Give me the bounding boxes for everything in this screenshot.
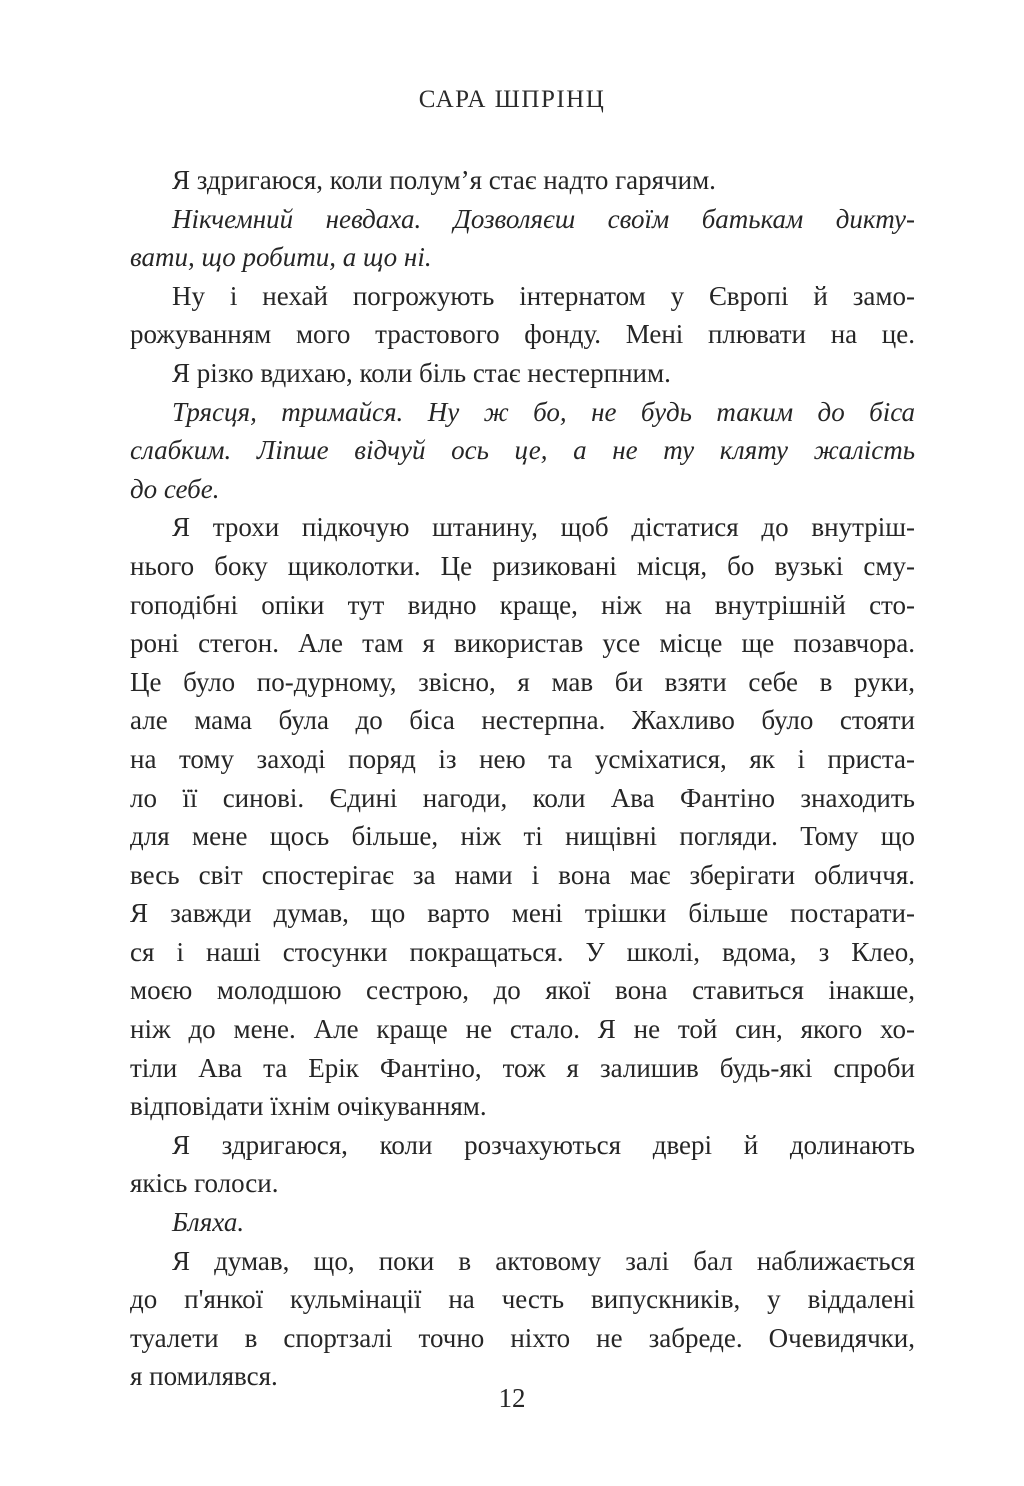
text-line: вати, що робити, а що ні.	[130, 242, 432, 273]
text-line: слабким. Ліпше відчуй ось це, а не ту кляту жалість	[130, 435, 915, 466]
text-line: моєю молодшою сестрою, до якої вона ставиться інакше,	[130, 975, 915, 1006]
text-line: до п'янкої кульмінації на честь випускників, у віддалені	[130, 1284, 915, 1315]
text-line: Я трохи підкочую штанину, щоб дістатися до внутріш-	[172, 512, 915, 543]
text-line: гоподібні опіки тут видно краще, ніж на внутрішній сто-	[130, 589, 915, 620]
text-line: Трясця, тримайся. Ну ж бо, не будь таким до біса	[172, 396, 915, 427]
text-line: до себе.	[130, 473, 220, 504]
text-line: Це було по-дурному, звісно, я мав би взяти себе в руки,	[130, 666, 915, 697]
text-line: рожуванням мого трастового фонду. Мені плювати на це.	[130, 319, 915, 350]
text-line: Нікчемний невдаха. Дозволяєш своїм батькам дикту-	[172, 203, 915, 234]
text-line: Бляха.	[172, 1207, 245, 1238]
text-line: але мама була до біса нестерпна. Жахливо було стояти	[130, 705, 915, 736]
text-line: на тому заході поряд із нею та усміхатися, як і приста-	[130, 743, 915, 774]
text-line: ніж до мене. Але краще не стало. Я не той син, якого хо-	[130, 1014, 915, 1045]
text-line: Я думав, що, поки в актовому залі бал наближається	[172, 1245, 915, 1276]
text-line: весь світ спостерігає за нами і вона має зберігати обличчя.	[130, 859, 915, 890]
running-head: САРА ШПРІНЦ	[418, 86, 606, 113]
text-line: роні стегон. Але там я використав усе місце ще позавчора.	[130, 628, 915, 659]
text-line: ло її синові. Єдині нагоди, коли Ава Фантіно знаходить	[130, 782, 915, 813]
text-line: для мене щось більше, ніж ті нищівні погляди. Тому що	[130, 821, 915, 852]
text-line: Я різко вдихаю, коли біль стає нестерпним.	[172, 357, 671, 388]
body-text	[130, 161, 915, 1396]
text-line: Я завжди думав, що варто мені трішки більше постарати-	[130, 898, 915, 929]
text-line: тіли Ава та Ерік Фантіно, тож я залишив будь-які спроби	[130, 1052, 915, 1083]
text-line: ся і наші стосунки покращаться. У школі, вдома, з Клео,	[130, 936, 915, 967]
text-line: Я здригаюся, коли полум’я стає надто гарячим.	[172, 165, 716, 195]
text-line: Ну і нехай погрожують інтернатом у Європі й замо-	[172, 280, 915, 311]
text-line: Я здригаюся, коли розчахуються двері й долинають	[172, 1129, 915, 1160]
page-number: 12	[498, 1383, 526, 1413]
text-line: відповідати їхнім очікуванням.	[130, 1091, 487, 1122]
text-line: я помилявся.	[130, 1361, 278, 1392]
text-line: нього боку щиколотки. Це ризиковані місця, бо вузькі сму-	[130, 550, 915, 581]
text-line: якісь голоси.	[130, 1168, 279, 1199]
text-line: туалети в спортзалі точно ніхто не забреде. Очевидячки,	[130, 1322, 915, 1353]
